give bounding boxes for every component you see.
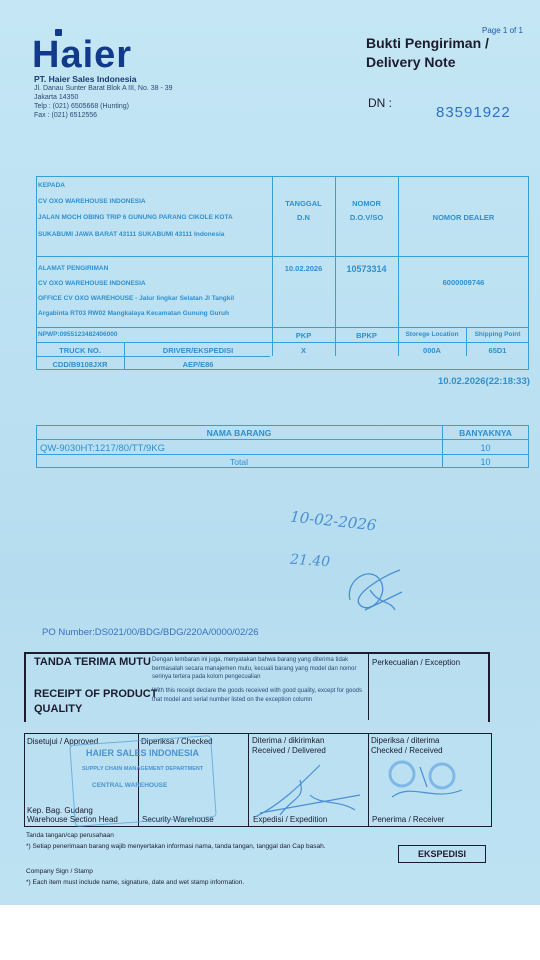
consignee-address-2: SUKABUMI JAWA BARAT 43111 SUKABUMI 43111 Indonesia	[38, 231, 225, 238]
driver-label: DRIVER/EKSPEDISI	[162, 346, 234, 355]
haier-logo: Haier	[32, 34, 133, 76]
page-bottom-margin	[0, 905, 540, 960]
checked-label: Diperiksa / Checked	[141, 737, 213, 746]
shipping-address-1: OFFICE CV OXO WAREHOUSE - Jalur lingkar Selatan Jl Tangkil	[38, 295, 235, 302]
consignee-address-1: JALAN MOCH OBING TRIP 6 GUNUNG PARANG CIKOLE KOTA	[38, 214, 233, 221]
shipping-name: CV OXO WAREHOUSE INDONESIA	[38, 280, 146, 287]
stamp-line-1: HAIER SALES INDONESIA	[86, 748, 200, 758]
receiver-label: Penerima / Receiver	[372, 815, 445, 824]
warehouse-head-label-en: Warehouse Section Head	[27, 815, 118, 824]
warehouse-head-label: Kep. Bag. Gudang	[27, 806, 93, 815]
total-label: Total	[230, 457, 248, 467]
shipping-address-2: Argabinta RT03 RW02 Mangkalaya Kecamatan Gunung Guruh	[38, 310, 229, 317]
receiver-stamp-signature	[372, 752, 482, 812]
footer-note-id: *) Setiap penerimaan barang wajib menyertakan informasi nama, tanda tangan, tanggal dan Cap basah.	[26, 843, 326, 850]
items-name-header: NAMA BARANG	[206, 428, 272, 438]
receipt-text-id: Dengan lembaran ini juga, menyatakan bahwa barang yang diterima tidak bermasalah secara manajemen mutu, kecuali barang yang model dan nomor serinya tertera pada kolom pengecualian	[152, 657, 357, 680]
received-delivered-label-en: Received / Delivered	[252, 746, 326, 755]
receipt-text-en: With this receipt declare the goods received with good quality, except for goods that model and serial number listed on the exception column	[152, 688, 363, 703]
handwritten-date: 10-02-2026	[289, 507, 378, 535]
signature-divider	[248, 733, 249, 827]
company-city: Jakarta 14350	[34, 94, 79, 101]
footer-company-sign: Company Sign / Stamp	[26, 868, 93, 875]
npwp: NPWP:0955123482406000	[38, 331, 118, 338]
item-name: QW-9030HT:1217/80/TT/9KG	[40, 443, 165, 454]
items-table-rule	[36, 454, 529, 455]
nomor-sub: D.O.V/SO	[349, 213, 384, 222]
pkp-label: PKP	[295, 331, 312, 340]
dn-label: DN :	[368, 96, 392, 110]
tanggal-sub: D.N	[297, 213, 310, 222]
shipping-point-label: Shipping Point	[474, 331, 521, 338]
nomor-label: NOMOR	[352, 199, 381, 208]
storage-value: 000A	[423, 346, 441, 355]
receipt-divider	[368, 652, 369, 720]
footer-tanda: Tanda tangan/cap perusahaan	[26, 832, 114, 839]
receiver-signature	[340, 560, 410, 620]
company-name: PT. Haier Sales Indonesia	[34, 74, 137, 84]
info-table-rule	[36, 256, 529, 257]
po-number: PO Number:DS021/00/BDG/BDG/220A/0000/02/26	[42, 627, 259, 638]
info-table-divider	[398, 176, 399, 356]
receipt-title-en: RECEIPT OF PRODUCT	[34, 688, 158, 700]
page-number: Page 1 of 1	[482, 26, 523, 35]
pkp-value: X	[300, 346, 306, 355]
received-delivered-label: Diterima / dikirimkan	[252, 736, 325, 745]
consignee-name: CV OXO WAREHOUSE INDONESIA	[38, 198, 146, 205]
bpkp-label: BPKP	[356, 331, 377, 340]
document-title-id: Bukti Pengiriman /	[366, 35, 489, 51]
document-title-en: Delivery Note	[366, 54, 456, 70]
handwritten-time: 21.40	[289, 551, 331, 571]
document-title	[366, 34, 489, 72]
dealer-label: NOMOR DEALER	[432, 213, 495, 222]
company-address: Jl. Danau Sunter Barat Blok A III, No. 38 - 39	[34, 85, 173, 92]
approved-label: Disetujui / Approved	[27, 737, 99, 746]
dn-date: 10.02.2026	[284, 264, 323, 273]
checked-received-label: Diperiksa / diterima	[371, 736, 440, 745]
receipt-title-en-2: QUALITY	[34, 703, 83, 715]
info-table-rule	[36, 342, 529, 343]
dn-number: 83591922	[436, 104, 511, 121]
shipping-point-value: 65D1	[488, 346, 507, 355]
items-qty-header: BANYAKNYA	[459, 428, 512, 438]
info-table-rule	[36, 327, 529, 328]
expedition-signature	[250, 755, 365, 825]
ekspedisi-box: EKSPEDISI	[398, 845, 486, 863]
company-telp: Telp : (021) 6505668 (Hunting)	[34, 103, 129, 110]
exception-label: Perkecualian / Exception	[372, 658, 461, 667]
company-fax: Fax : (021) 6512556	[34, 112, 98, 119]
signature-divider	[368, 733, 369, 827]
so-number: 10573314	[346, 264, 387, 274]
truck-number: CDD/B9108JXR	[52, 360, 108, 369]
info-table-rule	[36, 356, 270, 357]
stamp-line-2: SUPPLY CHAIN MANAGEMENT DEPARTMENT	[82, 766, 204, 772]
receipt-title-id: TANDA TERIMA MUTU	[34, 656, 151, 668]
footer-note-en: *) Each item must include name, signature, date and wet stamp information.	[26, 879, 245, 886]
dealer-number: 6000009746	[442, 278, 485, 287]
expedisi-label: Expedisi / Expedition	[253, 815, 328, 824]
driver-value: AEP/E86	[182, 360, 214, 369]
storage-label: Storege Location	[405, 331, 459, 338]
truck-label: TRUCK NO.	[59, 346, 101, 355]
items-table-rule	[36, 439, 529, 440]
item-qty: 10	[480, 443, 491, 453]
print-timestamp: 10.02.2026(22:18:33)	[438, 376, 530, 387]
tanggal-label: TANGGAL	[285, 199, 322, 208]
checked-received-label-en: Checked / Received	[371, 746, 443, 755]
kepada-label: KEPADA	[38, 182, 65, 189]
stamp-line-3: CENTRAL WAREHOUSE	[92, 782, 168, 789]
alamat-label: ALAMAT PENGIRIMAN	[38, 265, 109, 272]
total-qty: 10	[480, 457, 491, 467]
security-label: Security Warehouse	[142, 815, 214, 824]
